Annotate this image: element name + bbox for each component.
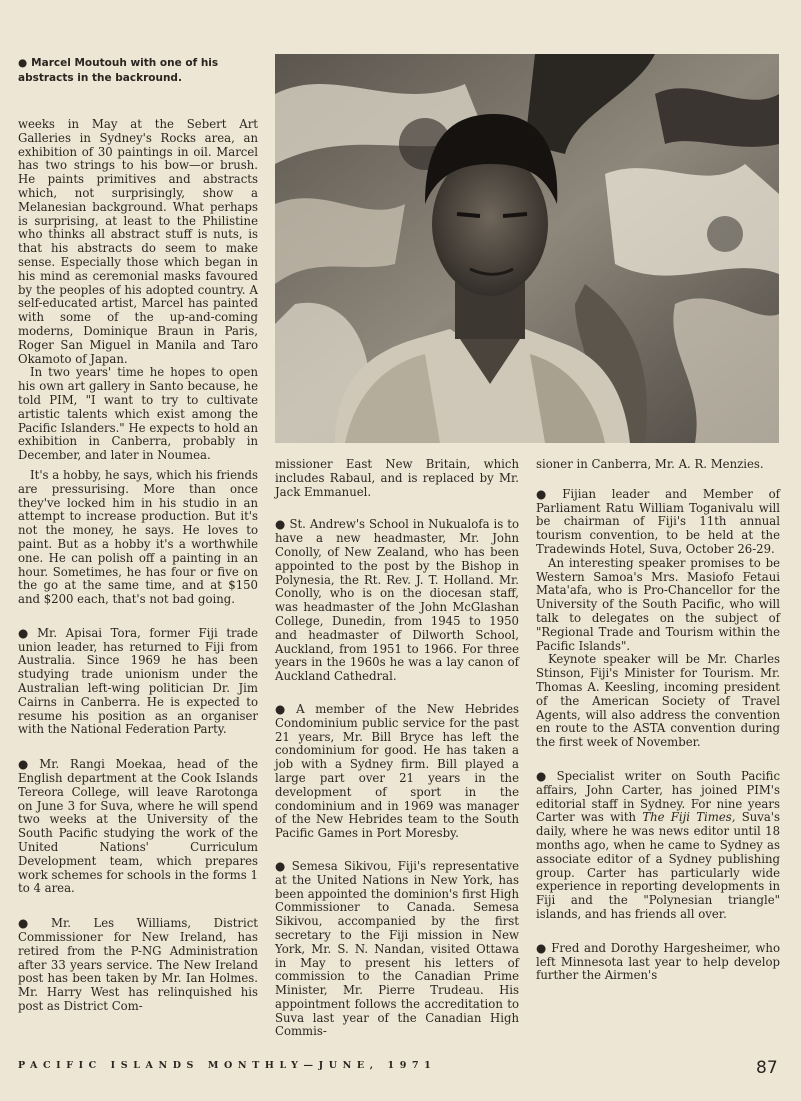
paragraph: It's a hobby, he says, which his friends are pressurising. More than once they've locked him in his studio in an attempt to increase production. But it's not the money, he says. He loves to paint. But as a hobby it's a worthwhile one. He can polish off a painting in an hour. Sometimes, he has four or five on the go at the same time, and at $150 and $200 each, that's not bad going. [18,467,258,607]
page-number: 87 [756,1058,778,1078]
caption-text: Marcel Moutouh with one of his abstracts in the backround. [18,57,219,84]
text-column-1 [18,118,258,1014]
bullet-icon: ● [18,57,28,69]
news-item: ● Mr. Les Williams, District Commissioner for New Ireland, has retired from the P-NG Administration after 33 years service. The New Ireland post has been taken by Mr. Ian Holmes. Mr. Harry West has relinquished his post as District Com- [18,916,259,1014]
news-item: ● Mr. Apisai Tora, former Fiji trade union leader, has returned to Fiji from Australia. Since 1969 he has been studying trade unionism under the Australian left-wing politician Dr. Jim Cairns in Canberra. He is expected to resume his position as an organiser with the National Federation Party. [18,625,259,737]
news-item: ● Fijian leader and Member of Parliament Ratu William Toganivalu will be chairman of Fiji's 11th annual tourism convention, to be held at the Tradewinds Hotel, Suva, October 26-29. [536,486,780,556]
bullet-icon: ● [18,916,47,931]
text-column-3 [536,458,780,983]
portrait-photo [275,54,779,443]
news-item: ● Semesa Sikivou, Fiji's representative at the United Nations in New York, has been appointed the dominion's first High Commissioner to Canada. Semesa Sikivou, accompanied by the first secretary to the Fiji mission in New York, Mr. S. N. Nandan, visited Ottawa in May to present his letters of commission to the Canadian Prime Minister, Mr. Pierre Trudeau. His appointment follows the accreditation to Suva last year of the Canadian High Commis- [275,858,520,1039]
paragraph: In two years' time he hopes to open his own art gallery in Santo because, he told PIM, "I want to try to cultivate artistic talents which exist among the Pacific Islanders." He expects to hold an exhibition in Canberra, probably in December, and later in Noumea. [18,365,258,463]
bullet-icon: ● [275,701,293,716]
news-item: ● Mr. Rangi Moekaa, head of the English department at the Cook Islands Tereora College, will leave Rarotonga on June 3 for Suva, where he will spend two weeks at the University of the South Pacific studying the work of the United Nations' Curriculum Development team, which prepares work schemes for schools in the forms 1 to 4 area. [18,757,258,896]
news-item: ● Specialist writer on South Pacific affairs, John Carter, has joined PIM's editorial staff in Sydney. For nine years Carter was with The Fiji Times, Suva's daily, where he was news editor until 18 months ago, when he came to Sydney as associate editor of a Sydney publishing group. Carter has particularly wide experience in reporting developments in Fiji and the "Polynesian triangle" islands, and has friends all over. [536,768,781,921]
bullet-icon: ● [275,517,286,532]
paragraph: missioner East New Britain, which includes Rabaul, and is replaced by Mr. Jack Emmanuel. [275,457,519,499]
bullet-icon: ● [536,768,553,783]
bullet-icon: ● [536,486,559,501]
text-column-2 [275,458,519,1039]
news-item: ● A member of the New Hebrides Condominium public service for the past 21 years, Mr. Bill Bryce has left the condominium for good. He has taken a job with a Sydney firm. Bill played a large part over 21 years in the development of sport in the condominium and in 1969 was manager of the New Hebrides team to the South Pacific Games in Port Moresby. [275,701,520,841]
news-item: ● St. Andrew's School in Nukualofa is to have a new headmaster, Mr. John Conolly, of New Zealand, who has been appointed to the post by the Bishop in Polynesia, the Rt. Rev. J. T. Holland. Mr. Conolly, who is on the diocesan staff, was headmaster of the John McGlashan College, Dunedin, from 1945 to 1950 and headmaster of Dilworth School, Auckland, from 1951 to 1966. For three years in the 1960s he was a lay canon of Auckland Cathedral. [275,517,519,684]
bullet-icon: ● [275,858,288,873]
paragraph: sioner in Canberra, Mr. A. R. Menzies. [536,457,764,471]
bullet-icon: ● [18,625,34,640]
footer-masthead: PACIFIC ISLANDS MONTHLY—JUNE, 1971 [18,1060,437,1071]
paragraph: Keynote speaker will be Mr. Charles Stinson, Fiji's Minister for Tourism. Mr. Thomas A. Keesling, incoming president of the American Society of Travel Agents, will also address the convention en route to the ASTA convention during the first week of November. [536,652,780,750]
bullet-icon: ● [18,757,36,772]
paragraph: An interesting speaker promises to be Western Samoa's Mrs. Masiofo Fetaui Mata'afa, who is Pro-Chancellor for the University of the South Pacific, who will talk to delegates on the subject of "Regional Trade and Tourism within the Pacific Islands". [536,555,780,653]
bullet-icon: ● [536,940,548,955]
paragraph: weeks in May at the Sebert Art Galleries in Sydney's Rocks area, an exhibition of 30 paintings in oil. Marcel has two strings to his bow—or brush. He paints primitives and abstracts which, not surprisingly, show a Melanesian background. What perhaps is surprising, at least to the Philistine who thinks all abstract stuff is nuts, is that his abstracts do seem to make sense. Especially those which began in his mind as ceremonial masks favoured by the peoples of his adopted country. A self-educated artist, Marcel has painted with some of the up-and-coming moderns, Dominique Braun in Paris, Roger San Miguel in Manila and Taro Okamoto of Japan. [18,117,258,366]
news-item: ● Fred and Dorothy Hargesheimer, who left Minnesota last year to help develop further the Airmen's [536,940,780,983]
photo-caption [18,56,258,86]
